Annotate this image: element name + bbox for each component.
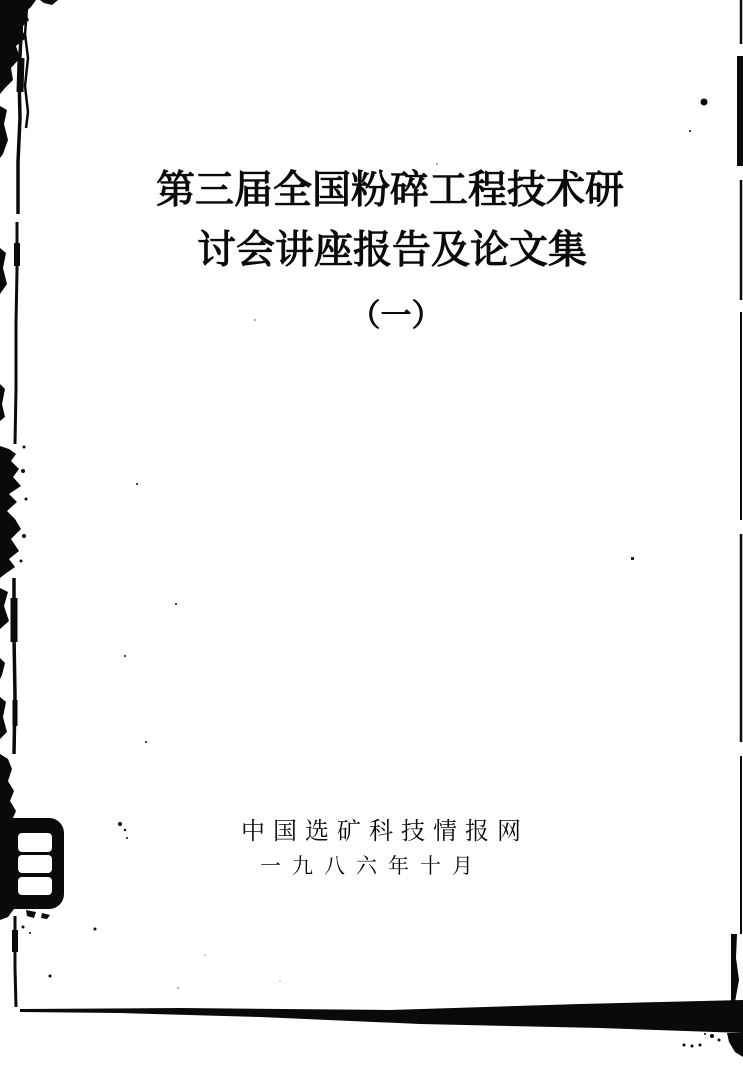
right-page-edge-line [740,0,741,934]
publication-date: 一九八六年十月 [260,854,484,878]
left-binding-edge-artifact [0,0,58,1007]
title-line-1: 第三届全国粉碎工程技术研 [155,169,625,212]
binding-clip-mark [0,818,64,909]
volume-number: （一） [349,298,443,333]
title-line-2: 讨会讲座报告及论文集 [196,229,588,272]
publisher-name: 中国选矿科技情报网 [241,819,529,845]
bottom-page-edge-shadow [20,934,743,1057]
